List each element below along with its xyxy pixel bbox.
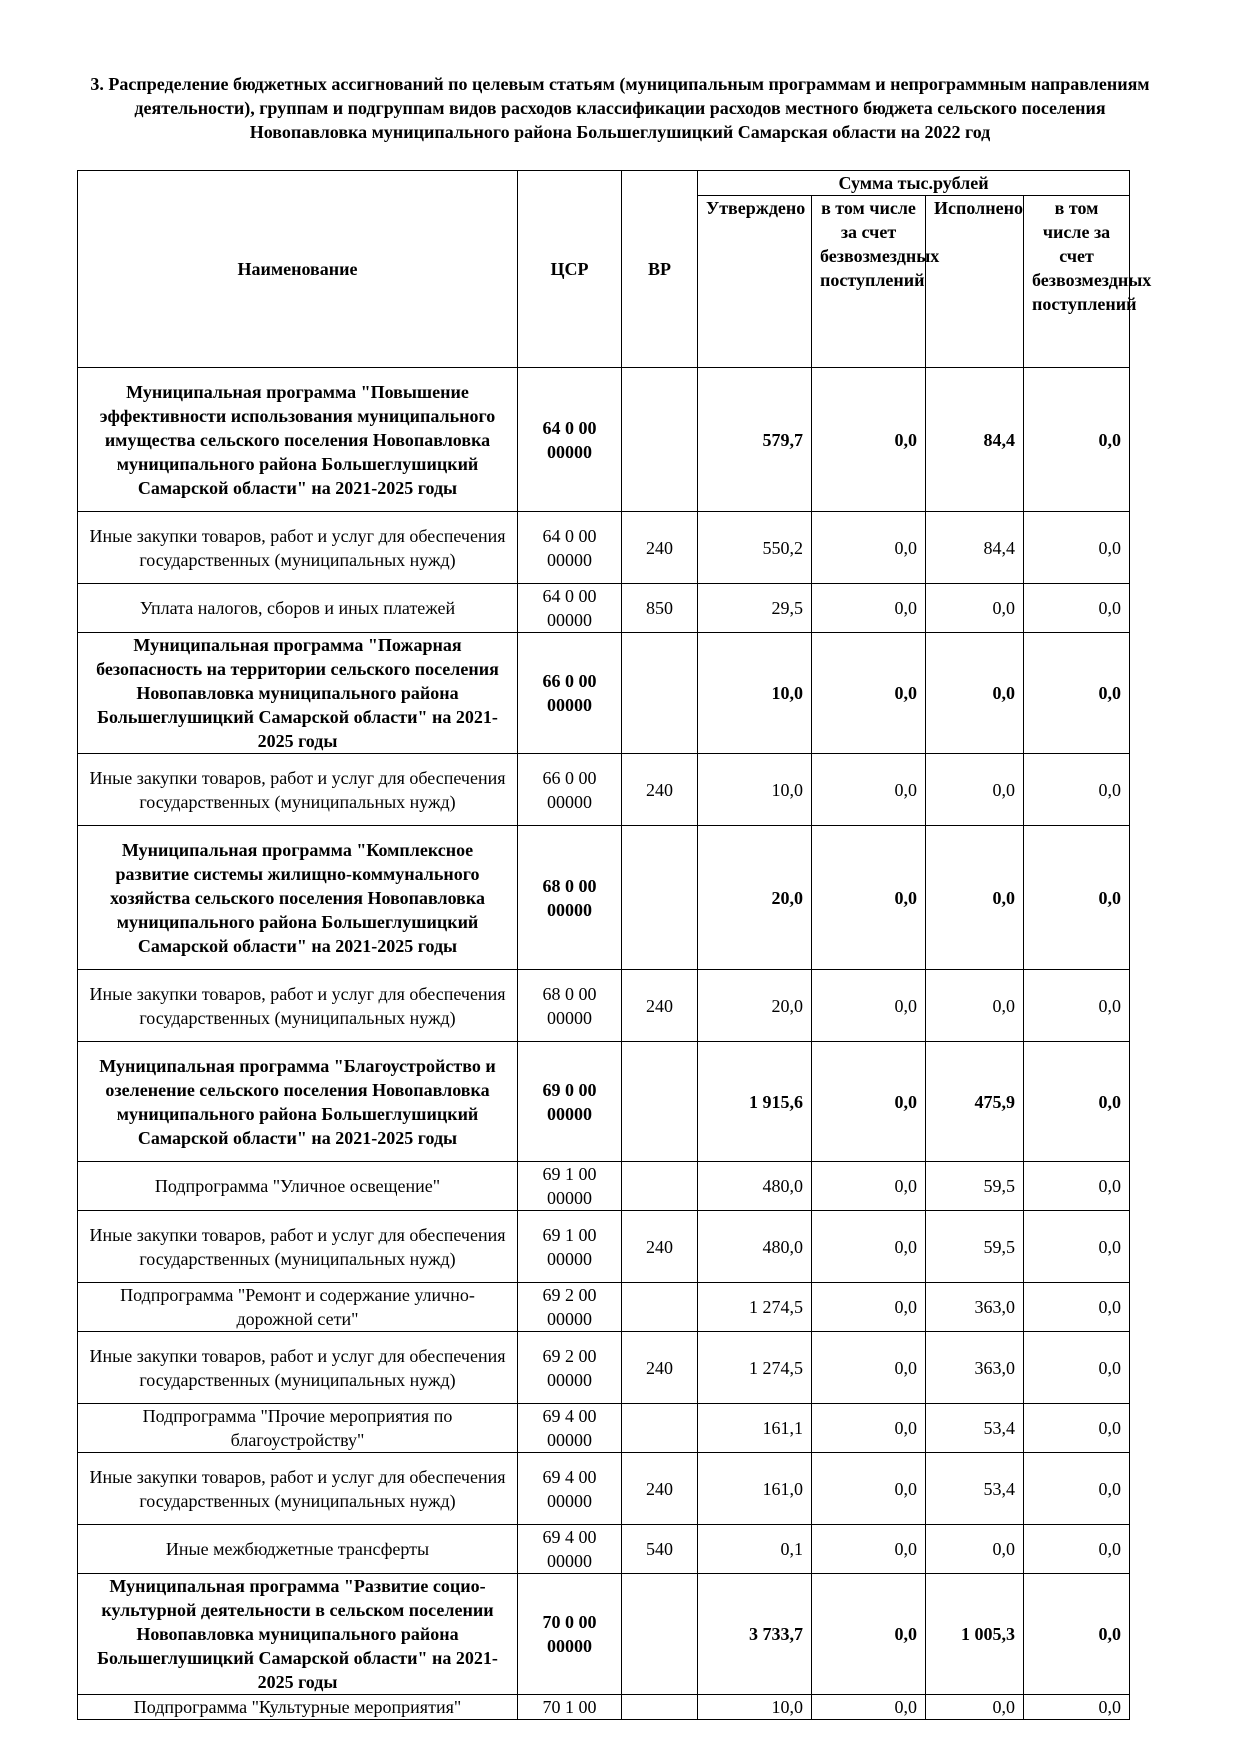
row-csr: 69 4 00 00000	[518, 1525, 622, 1574]
row-approved-free: 0,0	[812, 970, 926, 1042]
row-executed-free: 0,0	[1024, 970, 1130, 1042]
row-executed-free: 0,0	[1024, 1695, 1130, 1720]
row-executed-free: 0,0	[1024, 1332, 1130, 1404]
row-approved: 0,1	[698, 1525, 812, 1574]
row-vr	[622, 1042, 698, 1162]
row-executed: 1 005,3	[926, 1574, 1024, 1695]
row-vr: 240	[622, 1453, 698, 1525]
row-approved-free: 0,0	[812, 512, 926, 584]
row-csr: 66 0 00 00000	[518, 754, 622, 826]
row-executed: 0,0	[926, 754, 1024, 826]
row-csr: 70 0 00 00000	[518, 1574, 622, 1695]
header-csr: ЦСР	[518, 171, 622, 368]
row-executed: 0,0	[926, 1525, 1024, 1574]
row-approved: 10,0	[698, 1695, 812, 1720]
header-executed: Исполнено	[926, 196, 1024, 368]
row-approved: 579,7	[698, 368, 812, 512]
row-name: Муниципальная программа "Комплексное развитие системы жилищно-коммунального хозяйства сельского поселения Новопавловка муниципального района Большеглушицкий Самарской области" на 2021-2025 годы	[78, 826, 518, 970]
header-approved: Утверждено	[698, 196, 812, 368]
row-approved: 550,2	[698, 512, 812, 584]
row-vr: 850	[622, 584, 698, 633]
row-vr: 240	[622, 512, 698, 584]
row-approved-free: 0,0	[812, 1332, 926, 1404]
row-vr	[622, 633, 698, 754]
row-name: Иные закупки товаров, работ и услуг для обеспечения государственных (муниципальных нужд)	[78, 754, 518, 826]
table-row	[78, 1574, 1130, 1695]
row-name: Иные закупки товаров, работ и услуг для обеспечения государственных (муниципальных нужд)	[78, 970, 518, 1042]
row-approved-free: 0,0	[812, 1404, 926, 1453]
row-approved-free: 0,0	[812, 633, 926, 754]
row-csr: 64 0 00 00000	[518, 368, 622, 512]
table-row	[78, 1332, 1130, 1404]
row-executed-free: 0,0	[1024, 368, 1130, 512]
row-approved-free: 0,0	[812, 826, 926, 970]
row-executed-free: 0,0	[1024, 584, 1130, 633]
row-executed: 0,0	[926, 826, 1024, 970]
row-approved-free: 0,0	[812, 1162, 926, 1211]
row-name: Уплата налогов, сборов и иных платежей	[78, 584, 518, 633]
row-executed: 0,0	[926, 970, 1024, 1042]
row-executed-free: 0,0	[1024, 1211, 1130, 1283]
row-executed: 475,9	[926, 1042, 1024, 1162]
row-vr	[622, 1574, 698, 1695]
row-executed: 363,0	[926, 1332, 1024, 1404]
row-executed-free: 0,0	[1024, 826, 1130, 970]
row-csr: 69 1 00 00000	[518, 1211, 622, 1283]
row-csr: 69 0 00 00000	[518, 1042, 622, 1162]
row-csr: 69 1 00 00000	[518, 1162, 622, 1211]
row-csr: 69 2 00 00000	[518, 1332, 622, 1404]
row-name: Подпрограмма "Уличное освещение"	[78, 1162, 518, 1211]
row-csr: 68 0 00 00000	[518, 970, 622, 1042]
row-executed-free: 0,0	[1024, 512, 1130, 584]
table-row	[78, 1042, 1130, 1162]
row-csr: 69 4 00 00000	[518, 1453, 622, 1525]
row-csr: 64 0 00 00000	[518, 512, 622, 584]
row-executed-free: 0,0	[1024, 1283, 1130, 1332]
row-name: Подпрограмма "Ремонт и содержание улично-дорожной сети"	[78, 1283, 518, 1332]
table-row	[78, 584, 1130, 633]
row-csr: 66 0 00 00000	[518, 633, 622, 754]
table-row	[78, 1283, 1130, 1332]
row-executed: 84,4	[926, 368, 1024, 512]
row-executed: 0,0	[926, 633, 1024, 754]
table-row	[78, 1525, 1130, 1574]
row-approved-free: 0,0	[812, 1453, 926, 1525]
row-executed-free: 0,0	[1024, 754, 1130, 826]
header-name: Наименование	[78, 171, 518, 368]
row-executed-free: 0,0	[1024, 633, 1130, 754]
row-name: Иные межбюджетные трансферты	[78, 1525, 518, 1574]
row-executed: 53,4	[926, 1404, 1024, 1453]
row-name: Муниципальная программа "Повышение эффективности использования муниципального имущества сельского поселения Новопавловка муниципального района Большеглушицкий Самарской области" на 2021-2025 годы	[78, 368, 518, 512]
row-executed: 59,5	[926, 1211, 1024, 1283]
row-executed-free: 0,0	[1024, 1404, 1130, 1453]
row-name: Подпрограмма "Культурные мероприятия"	[78, 1695, 518, 1720]
row-executed: 0,0	[926, 584, 1024, 633]
row-approved: 20,0	[698, 970, 812, 1042]
row-approved-free: 0,0	[812, 1695, 926, 1720]
row-approved: 480,0	[698, 1211, 812, 1283]
row-csr: 68 0 00 00000	[518, 826, 622, 970]
row-approved: 1 274,5	[698, 1283, 812, 1332]
row-approved-free: 0,0	[812, 754, 926, 826]
row-vr	[622, 1404, 698, 1453]
header-vr: ВР	[622, 171, 698, 368]
row-executed: 363,0	[926, 1283, 1024, 1332]
row-approved-free: 0,0	[812, 1574, 926, 1695]
row-csr: 64 0 00 00000	[518, 584, 622, 633]
row-approved-free: 0,0	[812, 1283, 926, 1332]
header-sum: Сумма тыс.рублей	[698, 171, 1130, 196]
row-name: Муниципальная программа "Благоустройство и озеленение сельского поселения Новопавловка муниципального района Большеглушицкий Самарской области" на 2021-2025 годы	[78, 1042, 518, 1162]
row-executed: 53,4	[926, 1453, 1024, 1525]
row-approved: 161,0	[698, 1453, 812, 1525]
row-vr	[622, 1695, 698, 1720]
row-name: Иные закупки товаров, работ и услуг для обеспечения государственных (муниципальных нужд)	[78, 1211, 518, 1283]
row-approved: 20,0	[698, 826, 812, 970]
row-vr	[622, 368, 698, 512]
row-approved: 10,0	[698, 754, 812, 826]
row-approved-free: 0,0	[812, 368, 926, 512]
row-approved-free: 0,0	[812, 1211, 926, 1283]
row-executed-free: 0,0	[1024, 1162, 1130, 1211]
row-executed-free: 0,0	[1024, 1574, 1130, 1695]
row-vr: 540	[622, 1525, 698, 1574]
row-approved-free: 0,0	[812, 1042, 926, 1162]
row-approved: 1 274,5	[698, 1332, 812, 1404]
row-name: Муниципальная программа "Развитие социо-культурной деятельности в сельском поселении Новопавловка муниципального района Большеглушицкий Самарской области" на 2021-2025 годы	[78, 1574, 518, 1695]
row-vr	[622, 1283, 698, 1332]
row-approved-free: 0,0	[812, 584, 926, 633]
table-row	[78, 633, 1130, 754]
table-row	[78, 1453, 1130, 1525]
table-row	[78, 970, 1130, 1042]
row-approved: 1 915,6	[698, 1042, 812, 1162]
table-row	[78, 1404, 1130, 1453]
table-row	[78, 1695, 1130, 1720]
row-vr: 240	[622, 970, 698, 1042]
table-row	[78, 754, 1130, 826]
table-row	[78, 368, 1130, 512]
row-approved: 29,5	[698, 584, 812, 633]
row-approved: 3 733,7	[698, 1574, 812, 1695]
row-approved-free: 0,0	[812, 1525, 926, 1574]
row-csr: 70 1 00	[518, 1695, 622, 1720]
header-approved-free: в том числе за счет безвозмездных поступлений	[812, 196, 926, 368]
row-executed-free: 0,0	[1024, 1453, 1130, 1525]
row-executed-free: 0,0	[1024, 1525, 1130, 1574]
row-csr: 69 4 00 00000	[518, 1404, 622, 1453]
row-csr: 69 2 00 00000	[518, 1283, 622, 1332]
row-name: Иные закупки товаров, работ и услуг для обеспечения государственных (муниципальных нужд)	[78, 1453, 518, 1525]
row-executed: 59,5	[926, 1162, 1024, 1211]
row-name: Иные закупки товаров, работ и услуг для обеспечения государственных (муниципальных нужд)	[78, 1332, 518, 1404]
table-body	[78, 368, 1130, 1720]
row-name: Иные закупки товаров, работ и услуг для обеспечения государственных (муниципальных нужд)	[78, 512, 518, 584]
row-approved: 161,1	[698, 1404, 812, 1453]
row-vr: 240	[622, 754, 698, 826]
row-vr	[622, 826, 698, 970]
row-vr: 240	[622, 1211, 698, 1283]
row-approved: 10,0	[698, 633, 812, 754]
table-row	[78, 1162, 1130, 1211]
row-approved: 480,0	[698, 1162, 812, 1211]
table-row	[78, 512, 1130, 584]
row-executed-free: 0,0	[1024, 1042, 1130, 1162]
table-row	[78, 826, 1130, 970]
row-vr	[622, 1162, 698, 1211]
row-executed: 84,4	[926, 512, 1024, 584]
page-title: 3. Распределение бюджетных ассигнований по целевым статьям (муниципальным программам и непрограммным направлениям деятельности), группам и подгруппам видов расходов классификации расходов местного бюджета сельского поселения Новопавловка муниципального района Большеглушицкий Самарская области на 2022 год	[90, 74, 1150, 142]
row-name: Муниципальная программа "Пожарная безопасность на территории сельского поселения Новопавловка муниципального района Большеглушицкий Самарской области" на 2021-2025 годы	[78, 633, 518, 754]
row-executed: 0,0	[926, 1695, 1024, 1720]
table-row	[78, 1211, 1130, 1283]
row-name: Подпрограмма "Прочие мероприятия по благоустройству"	[78, 1404, 518, 1453]
header-executed-free: в том числе за счет безвозмездных поступлений	[1024, 196, 1130, 368]
budget-table	[77, 170, 1152, 1720]
row-vr: 240	[622, 1332, 698, 1404]
